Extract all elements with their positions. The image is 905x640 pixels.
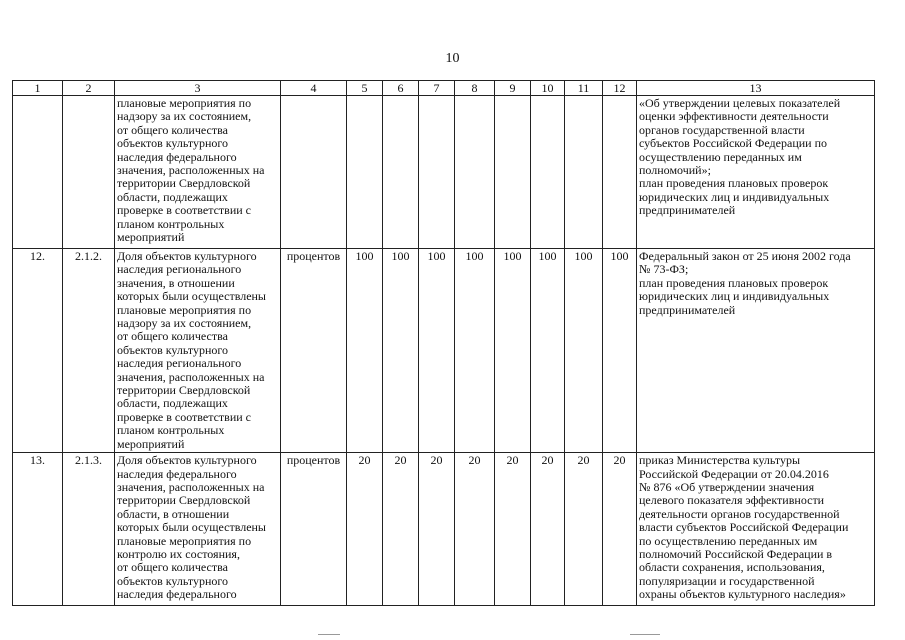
value-cell: 20 xyxy=(495,453,531,606)
value-cell xyxy=(603,96,637,249)
value-cell: 100 xyxy=(419,249,455,453)
value-cell: 100 xyxy=(603,249,637,453)
value-cell xyxy=(531,96,565,249)
column-header: 6 xyxy=(383,81,419,96)
column-header: 4 xyxy=(281,81,347,96)
column-header: 5 xyxy=(347,81,383,96)
value-cell: 20 xyxy=(603,453,637,606)
column-header: 12 xyxy=(603,81,637,96)
column-header: 11 xyxy=(565,81,603,96)
unit-cell: процентов xyxy=(281,453,347,606)
source-document: «Об утверждении целевых показателей оценки эффективности деятельности органов государственной власти субъектов Российской Федерации по осуществлению переданных им полномочий»; план проведения плановых проверок юридических лиц и индивидуальных предпринимателей xyxy=(637,96,875,249)
value-cell: 20 xyxy=(383,453,419,606)
row-number: 12. xyxy=(13,249,63,453)
column-header: 10 xyxy=(531,81,565,96)
table-row xyxy=(13,453,875,606)
value-cell xyxy=(455,96,495,249)
indicator-description: Доля объектов культурного наследия федерального значения, расположенных на территории Свердловской области, в отношении которых были осуществлены плановые мероприятия по контролю их состояния, от общего количества объектов культурного наследия федерального xyxy=(115,453,281,606)
value-cell xyxy=(565,96,603,249)
indicator-description: плановые мероприятия по надзору за их состоянием, от общего количества объектов культурного наследия федерального значения, расположенных на территории Свердловской области, подлежащих проверке в соответствии с планом контрольных мероприятий xyxy=(115,96,281,249)
table-header-row xyxy=(13,81,875,96)
value-cell: 20 xyxy=(455,453,495,606)
unit-cell: процентов xyxy=(281,249,347,453)
value-cell xyxy=(347,96,383,249)
value-cell xyxy=(419,96,455,249)
scan-artifact xyxy=(630,634,660,635)
page-number: 10 xyxy=(445,51,460,66)
value-cell: 100 xyxy=(495,249,531,453)
value-cell: 100 xyxy=(565,249,603,453)
value-cell xyxy=(495,96,531,249)
source-document: приказ Министерства культуры Российской Федерации от 20.04.2016 № 876 «Об утверждении значения целевого показателя эффективности деятельности органов государственной власти субъектов Российской Федерации по осуществлению переданных им полномочий Российской Федерации в области сохранения, использования, популяризации и государственной охраны объектов культурного наследия» xyxy=(637,453,875,606)
column-header: 2 xyxy=(63,81,115,96)
column-header: 8 xyxy=(455,81,495,96)
column-header: 3 xyxy=(115,81,281,96)
row-number: 13. xyxy=(13,453,63,606)
value-cell: 100 xyxy=(531,249,565,453)
table-row xyxy=(13,249,875,453)
source-document: Федеральный закон от 25 июня 2002 года № 73-ФЗ; план проведения плановых проверок юридических лиц и индивидуальных предпринимателей xyxy=(637,249,875,453)
value-cell: 20 xyxy=(419,453,455,606)
indicator-code xyxy=(63,96,115,249)
value-cell: 100 xyxy=(455,249,495,453)
indicator-code: 2.1.2. xyxy=(63,249,115,453)
indicator-table xyxy=(12,80,875,606)
scan-artifact xyxy=(318,634,340,635)
indicator-description: Доля объектов культурного наследия регионального значения, в отношении которых были осуществлены плановые мероприятия по надзору за их состоянием, от общего количества объектов культурного наследия регионального значения, расположенных на территории Свердловской области, подлежащих проверке в соответствии с планом контрольных мероприятий xyxy=(115,249,281,453)
value-cell: 100 xyxy=(383,249,419,453)
column-header: 13 xyxy=(637,81,875,96)
column-header: 1 xyxy=(13,81,63,96)
indicator-code: 2.1.3. xyxy=(63,453,115,606)
row-number xyxy=(13,96,63,249)
value-cell: 20 xyxy=(347,453,383,606)
column-header: 7 xyxy=(419,81,455,96)
value-cell xyxy=(383,96,419,249)
value-cell: 100 xyxy=(347,249,383,453)
value-cell: 20 xyxy=(565,453,603,606)
value-cell: 20 xyxy=(531,453,565,606)
column-header: 9 xyxy=(495,81,531,96)
table-row xyxy=(13,96,875,249)
unit-cell xyxy=(281,96,347,249)
